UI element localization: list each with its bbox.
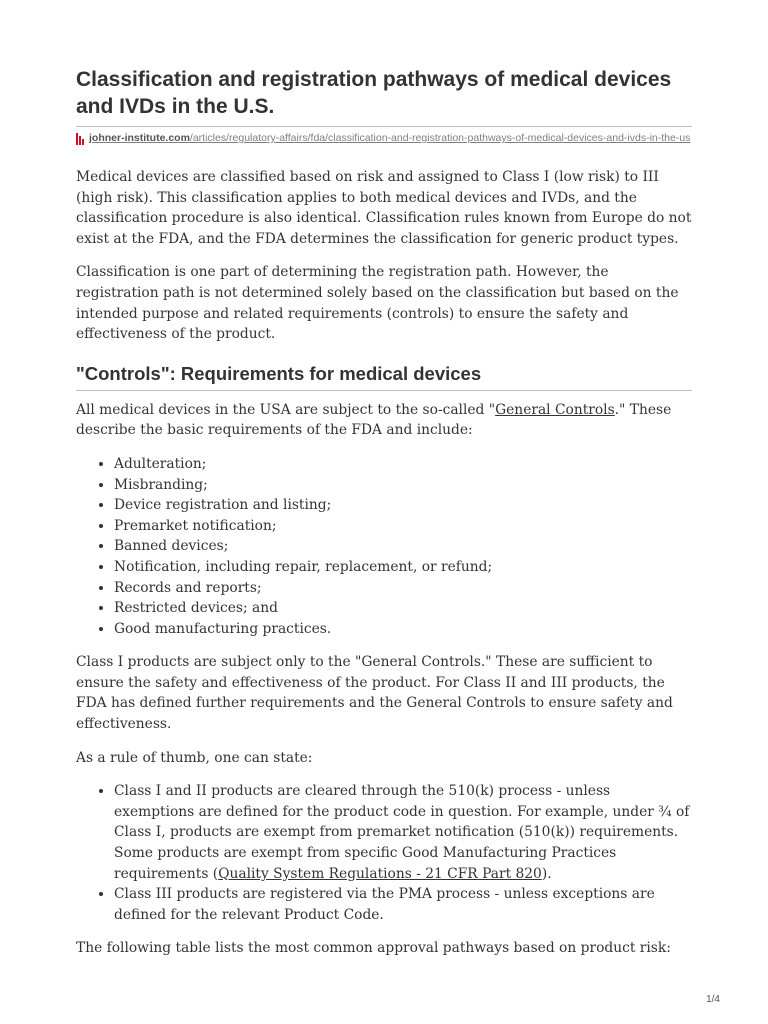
list-item [114, 781, 692, 884]
rule-item-1-end: ). [541, 865, 552, 882]
controls-intro [76, 400, 692, 441]
table-intro: The following table lists the most common approval pathways based on product risk: [76, 940, 671, 957]
controls-intro-before: All medical devices in the USA are subject to the so-called " [76, 401, 496, 418]
article [76, 66, 692, 959]
intro-paragraph-2: Classification is one part of determining the registration path. However, the registration path is not determined solely based on the classification but based on the intended purpose and related requirements (controls) to ensure the safety and effectiveness of the product. [76, 264, 679, 343]
section-heading: "Controls": Requirements for medical devices [76, 362, 692, 391]
rule-of-thumb: As a rule of thumb, one can state: [76, 749, 313, 766]
source-url [76, 132, 692, 145]
page-title: Classification and registration pathways of medical devices and IVDs in the U.S. [76, 66, 692, 127]
list-item: • Misbranding; [114, 475, 692, 496]
source-path: /articles/regulatory-affairs/fda/classification-and-registration-pathways-of-medical-devices-and-ivds-in-the-us [189, 132, 691, 144]
list-item: • Class III products are registered via the PMA process - unless exceptions are defined for the relevant Product Code. [114, 884, 692, 925]
source-domain: johner-institute.com [89, 132, 190, 144]
class-paragraph: Class I products are subject only to the "General Controls." These are sufficient to ensure the safety and effectiveness of the product. For Class II and III products, the FDA has defined further requirements and the General Controls to ensure safety and effectiveness. [76, 654, 673, 733]
rule-item-1-text: Class I and II products are cleared through the 510(k) process - unless exemptions are defined for the product code in question. For example, under ¾ of Class I, products are exempt from premarket notification (510(k)) requirements. Some products are exempt from specific Good Manufacturing Practices requirements ( [114, 783, 690, 882]
page-number: 1/4 [706, 994, 720, 1005]
source-link[interactable] [89, 132, 690, 145]
qsr-link[interactable]: Quality System Regulations - 21 CFR Part 820 [218, 865, 542, 882]
controls-intro-after: ." These describe the basic requirements of the FDA and include: [76, 401, 672, 439]
controls-list [76, 454, 692, 639]
list-item: • Restricted devices; and [114, 598, 692, 619]
list-item: • Good manufacturing practices. [114, 619, 692, 640]
rule-list [76, 781, 692, 925]
intro-paragraph-1: Medical devices are classified based on risk and assigned to Class I (low risk) to III (high risk). This classification applies to both medical devices and IVDs, and the classification procedure is also identical. Classification rules known from Europe do not exist at the FDA, and the FDA determines the classification for generic product types. [76, 169, 692, 247]
list-item: • Adulteration; [114, 454, 692, 475]
site-logo-icon [76, 133, 84, 145]
list-item: • Premarket notification; [114, 516, 692, 537]
list-item: • Device registration and listing; [114, 495, 692, 516]
list-item: • Notification, including repair, replacement, or refund; [114, 557, 692, 578]
list-item: • Records and reports; [114, 578, 692, 599]
list-item: • Banned devices; [114, 536, 692, 557]
general-controls-link[interactable]: General Controls [495, 401, 615, 418]
